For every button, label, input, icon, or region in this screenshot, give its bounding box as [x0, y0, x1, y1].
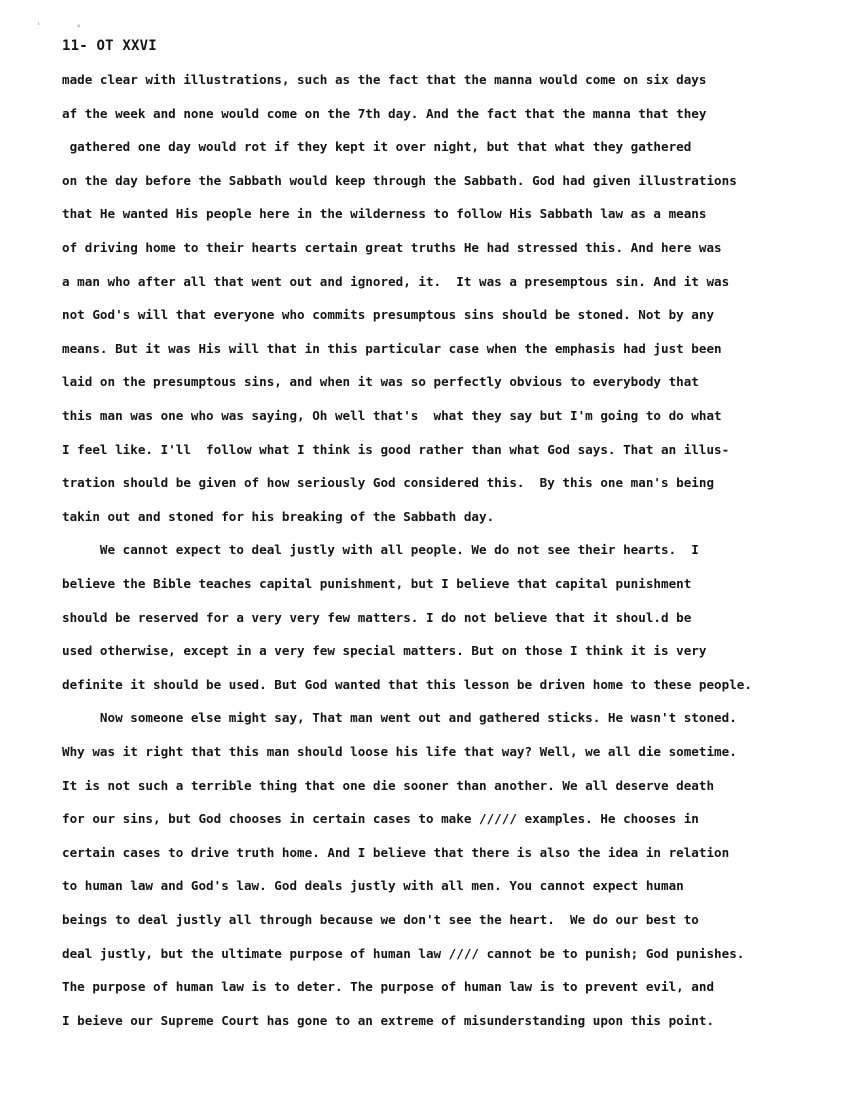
text-line: I feel like. I'll follow what I think is good rather than what God says. That an illus-: [62, 441, 730, 457]
text-line: for our sins, but God chooses in certain cases to make ///// examples. He chooses in: [62, 811, 699, 827]
text-line: certain cases to drive truth home. And I believe that there is also the idea in relation: [62, 844, 730, 860]
text-line: It is not such a terrible thing that one die sooner than another. We all deserve death: [62, 777, 715, 793]
text-line: Now someone else might say, That man went out and gathered sticks. He wasn't stoned.: [62, 710, 737, 726]
text-line: I beieve our Supreme Court has gone to an extreme of misunderstanding upon this point.: [62, 1012, 715, 1028]
text-line: means. But it was His will that in this particular case when the emphasis had just been: [62, 340, 722, 356]
text-line: laid on the presumptous sins, and when it was so perfectly obvious to everybody that: [62, 374, 699, 390]
text-line: this man was one who was saying, Oh well that's what they say but I'm going to do what: [62, 408, 722, 423]
text-line: gathered one day would rot if they kept it over night, but that what they gathered: [62, 139, 692, 155]
text-line: takin out and stoned for his breaking of the Sabbath day.: [62, 508, 495, 524]
text-line: We cannot expect to deal justly with all people. We do not see their hearts. I: [62, 542, 699, 558]
text-line: that He wanted His people here in the wilderness to follow His Sabbath law as a means: [62, 206, 707, 222]
text-line: tration should be given of how seriously God considered this. By this one man's being: [62, 475, 715, 491]
margin-mark: °: [76, 24, 82, 34]
text-line: af the week and none would come on the 7th day. And the fact that the manna that they: [62, 105, 707, 121]
margin-mark: ': [36, 22, 42, 32]
text-line: The purpose of human law is to deter. The purpose of human law is to prevent evil, and: [62, 979, 715, 995]
text-line: Why was it right that this man should loose his life that way? Well, we all die sometime.: [62, 744, 737, 759]
text-line: beings to deal justly all through because we don't see the heart. We do our best to: [62, 912, 699, 927]
text-line: definite it should be used. But God wanted that this lesson be driven home to these people.: [62, 676, 752, 692]
text-line: a man who after all that went out and ignored, it. It was a presemptous sin. And it was: [62, 273, 730, 289]
text-line: believe the Bible teaches capital punishment, but I believe that capital punishment: [62, 576, 692, 591]
text-line: not God's will that everyone who commits presumptous sins should be stoned. Not by any: [62, 307, 715, 323]
text-line: used otherwise, except in a very few special matters. But on those I think it is very: [62, 643, 707, 659]
text-line: to human law and God's law. God deals justly with all men. You cannot expect human: [62, 878, 684, 894]
page-header: 11- OT XXVI: [62, 38, 157, 54]
text-line: made clear with illustrations, such as the fact that the manna would come on six days: [62, 72, 707, 87]
text-line: of driving home to their hearts certain great truths He had stressed this. And here was: [62, 240, 722, 255]
text-line: deal justly, but the ultimate purpose of human law //// cannot be to punish; God punishes.: [62, 945, 745, 961]
text-line: on the day before the Sabbath would keep through the Sabbath. God had given illustrations: [62, 172, 737, 188]
text-line: should be reserved for a very very few matters. I do not believe that it shoul.d be: [62, 609, 692, 625]
